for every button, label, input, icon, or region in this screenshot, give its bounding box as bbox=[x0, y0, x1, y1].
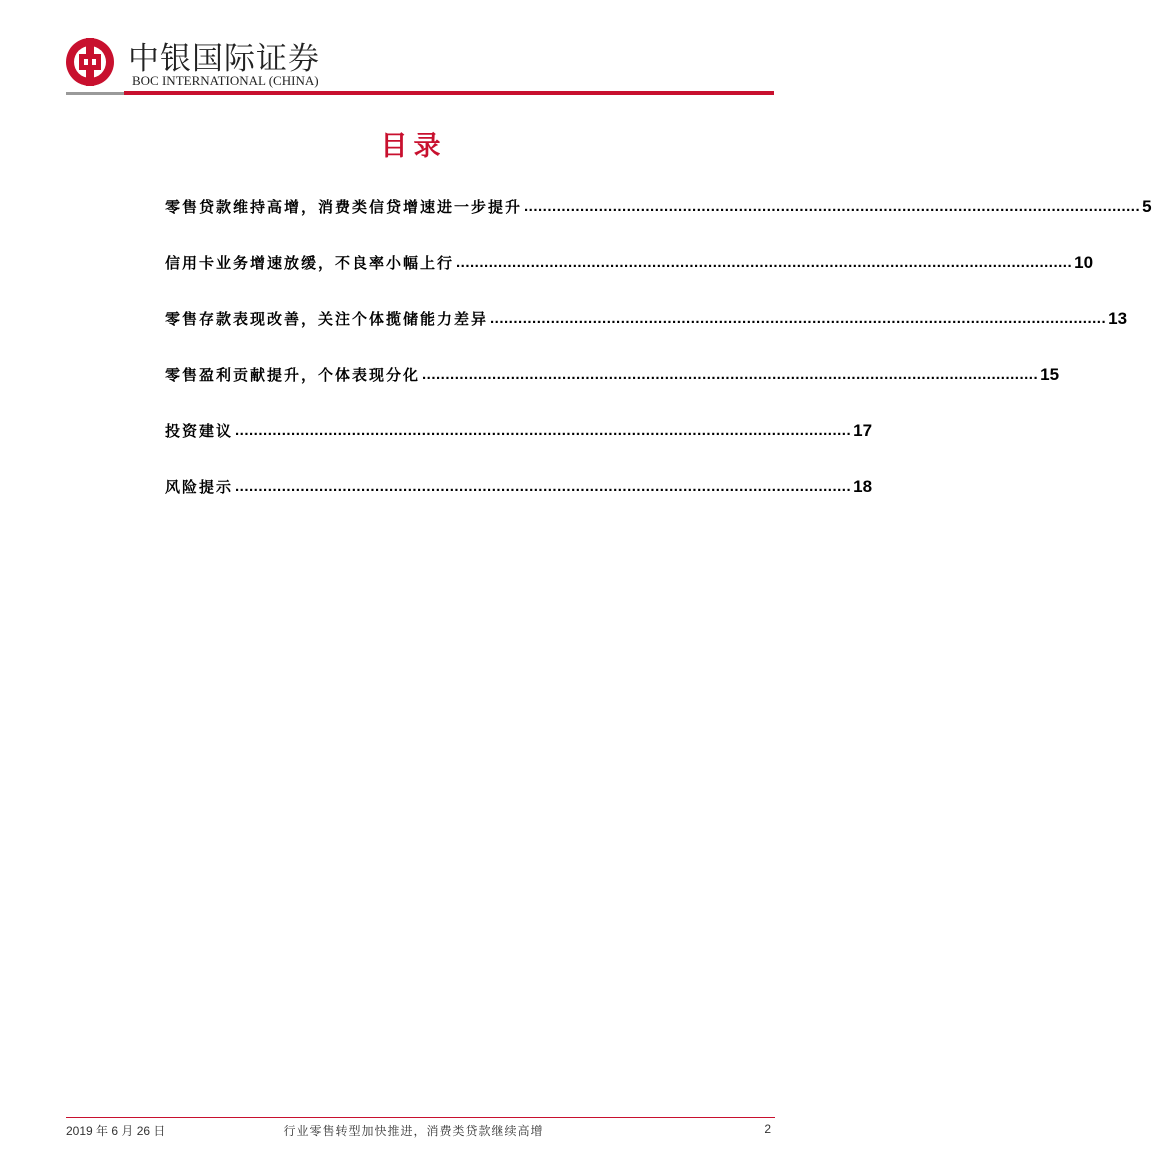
toc-entry-label: 风险提示 bbox=[165, 478, 234, 496]
toc-entry-page: 13 bbox=[1108, 309, 1128, 328]
toc-entry[interactable] bbox=[165, 417, 873, 473]
footer-date: 2019 年 6 月 26 日 bbox=[66, 1124, 166, 1138]
footer-page-number: 2 bbox=[764, 1122, 771, 1136]
toc-leader-dots: .................................................................................................................................... bbox=[235, 422, 852, 439]
toc-entry-page: 17 bbox=[853, 421, 873, 440]
toc-entry-page: 10 bbox=[1074, 253, 1094, 272]
toc-entry[interactable] bbox=[165, 473, 873, 529]
page-header bbox=[0, 0, 827, 100]
header-divider-red bbox=[124, 91, 774, 95]
toc-entry-label: 投资建议 bbox=[165, 422, 234, 440]
toc-leader-dots: .................................................................................................................................... bbox=[490, 310, 1107, 327]
toc-entry[interactable] bbox=[165, 249, 1094, 305]
toc-entry-page: 5 bbox=[1142, 197, 1152, 216]
toc-entry-page: 18 bbox=[853, 477, 873, 496]
toc-entry-label: 零售存款表现改善，关注个体揽储能力差异 bbox=[165, 310, 489, 328]
toc-entry[interactable] bbox=[165, 361, 1060, 417]
boc-logo-icon bbox=[64, 36, 116, 88]
toc-entry[interactable] bbox=[165, 305, 1128, 361]
toc-entry-label: 信用卡业务增速放缓，不良率小幅上行 bbox=[165, 254, 455, 272]
company-name-cn: 中银国际证券 bbox=[128, 41, 320, 77]
toc-title: 目录 bbox=[380, 131, 447, 162]
toc-entry-label: 零售贷款维持高增，消费类信贷增速进一步提升 bbox=[165, 198, 523, 216]
footer-report-title: 行业零售转型加快推进，消费类贷款继续高增 bbox=[283, 1124, 544, 1138]
table-of-contents bbox=[165, 193, 1152, 529]
footer-divider bbox=[66, 1117, 775, 1118]
header-divider-gray bbox=[66, 92, 124, 95]
toc-entry-page: 15 bbox=[1040, 365, 1060, 384]
toc-leader-dots: .................................................................................................................................... bbox=[524, 198, 1141, 215]
toc-leader-dots: .................................................................................................................................... bbox=[235, 478, 852, 495]
toc-entry-label: 零售盈利贡献提升，个体表现分化 bbox=[165, 366, 421, 384]
toc-leader-dots: .................................................................................................................................... bbox=[456, 254, 1073, 271]
toc-leader-dots: .................................................................................................................................... bbox=[422, 366, 1039, 383]
company-name-en: BOC INTERNATIONAL (CHINA) bbox=[132, 73, 319, 88]
toc-entry[interactable] bbox=[165, 193, 1152, 249]
